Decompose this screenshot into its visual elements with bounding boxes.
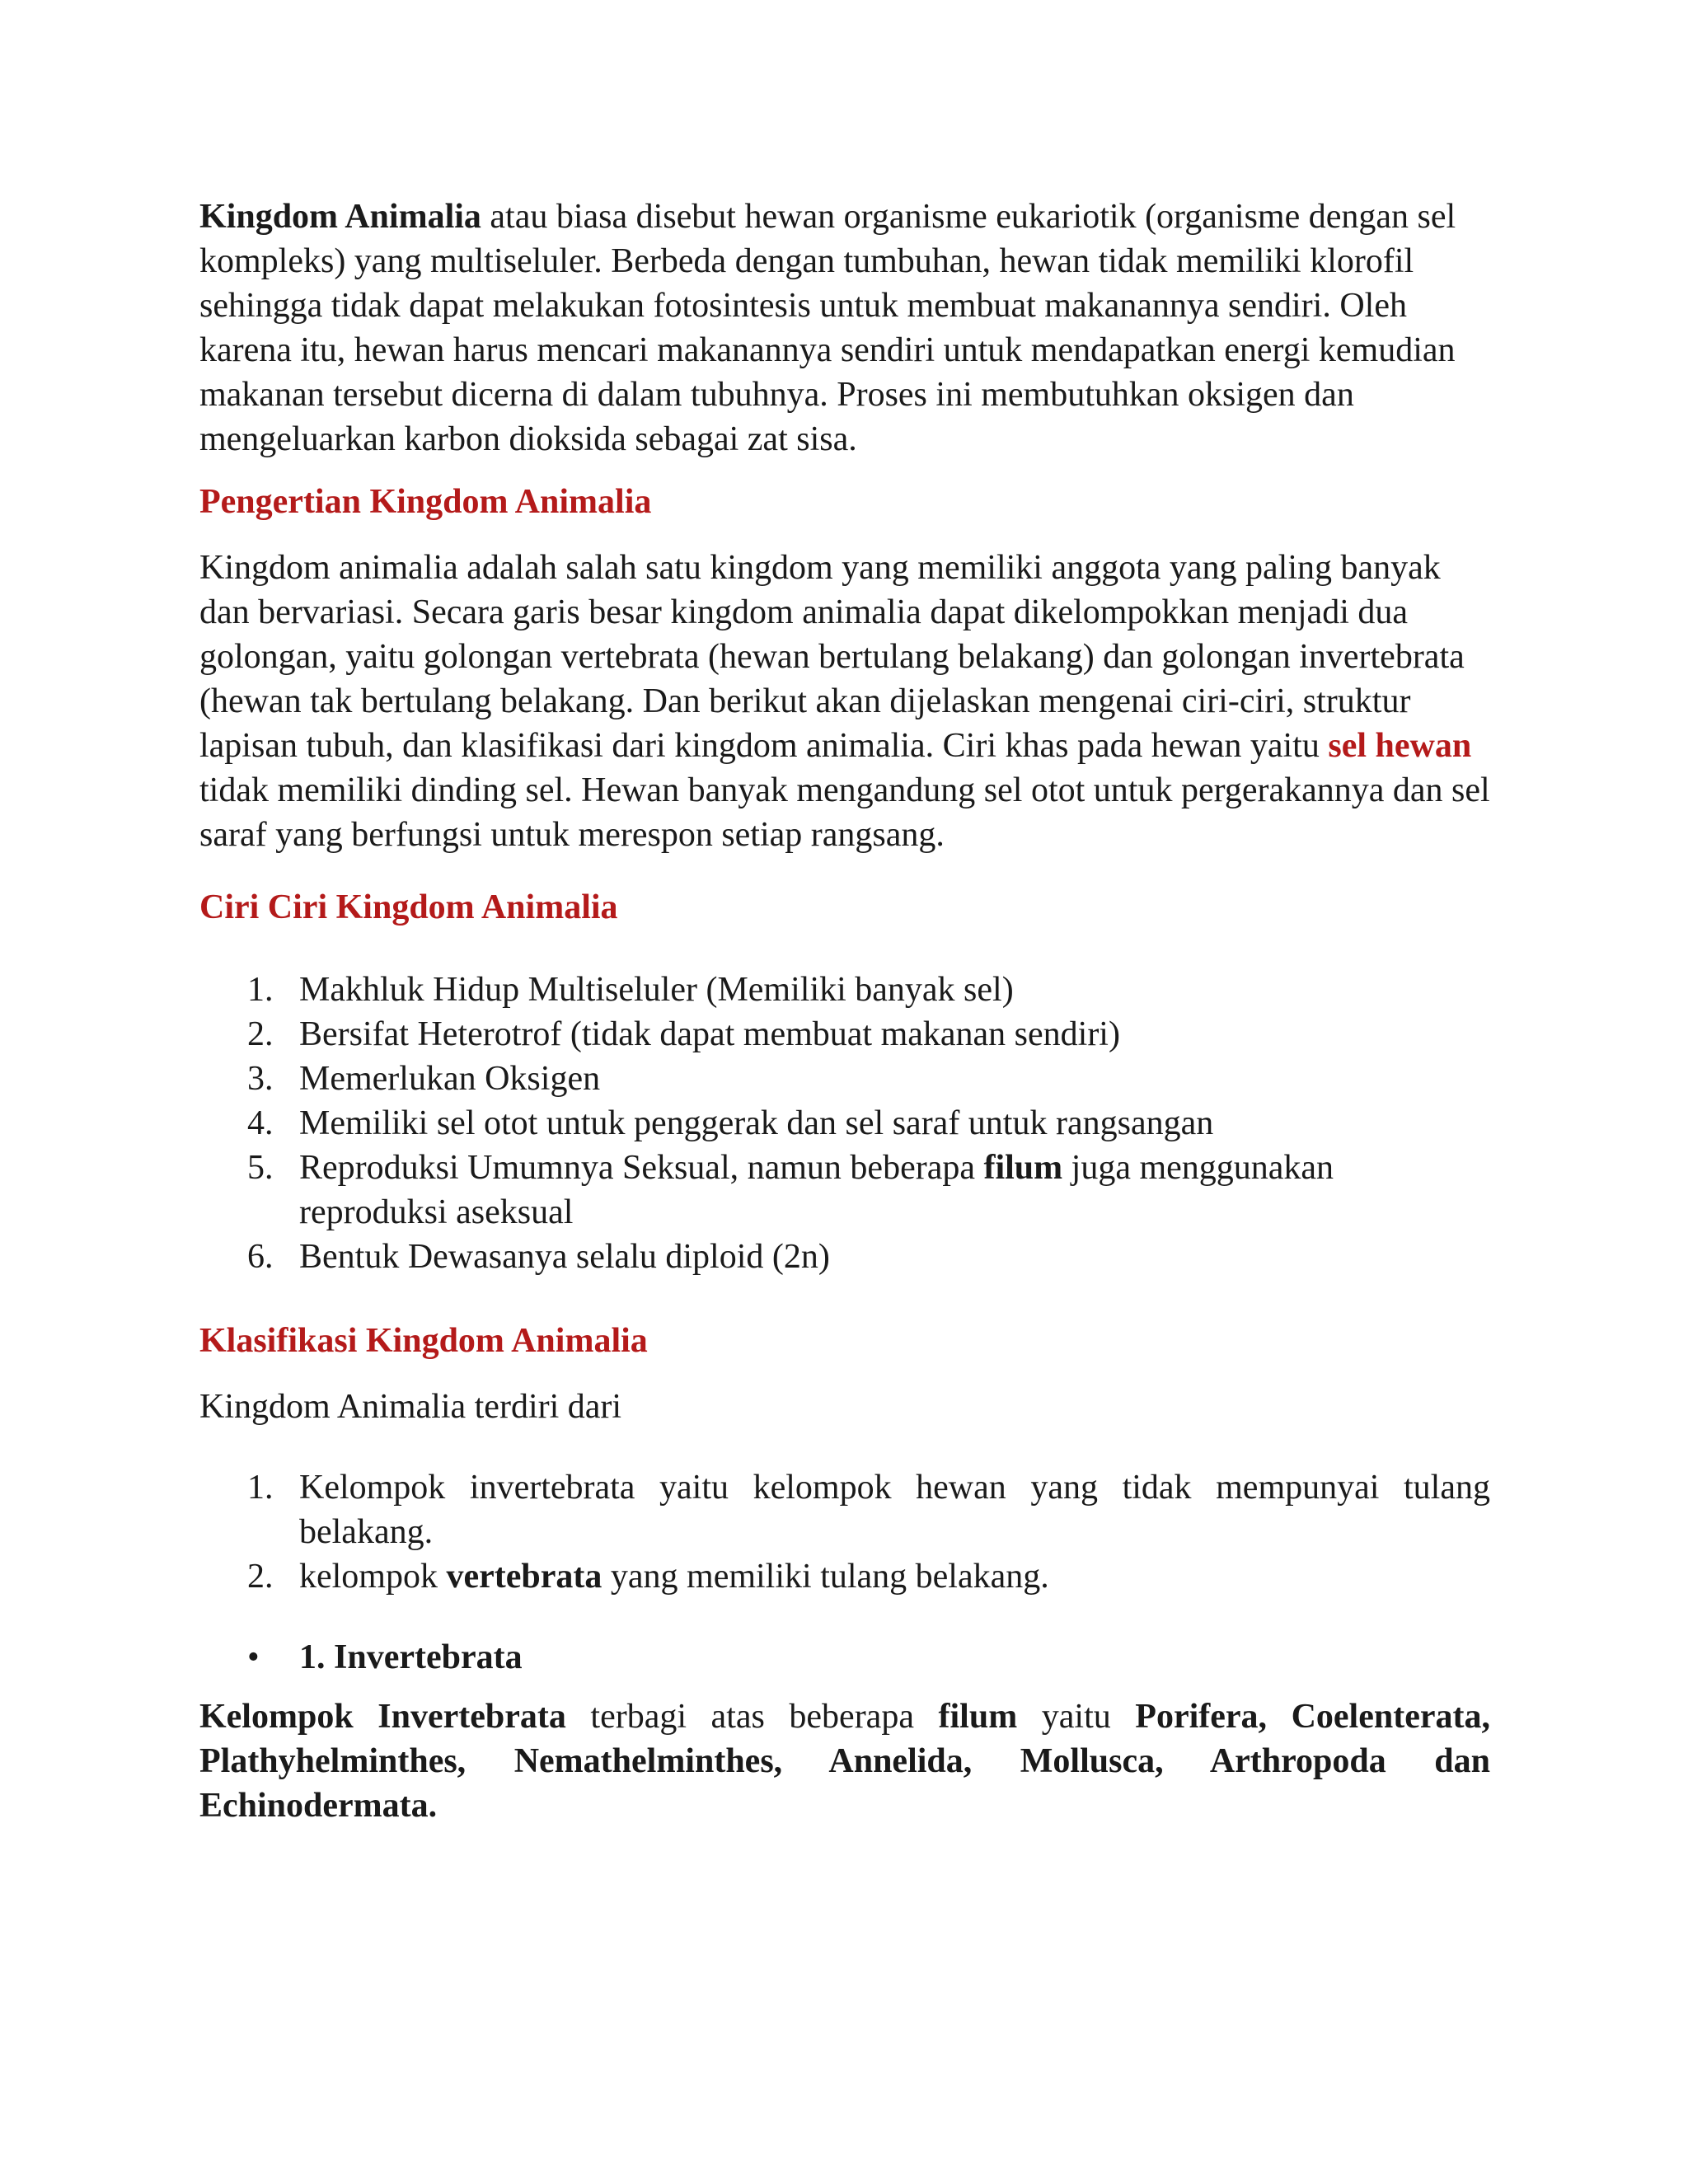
list-item-text: juga menggunakan reproduksi aseksual — [299, 1149, 1334, 1231]
intro-paragraph — [199, 194, 1490, 462]
sel-hewan-link[interactable]: sel hewan — [1328, 727, 1472, 765]
list-number: 1. — [247, 971, 274, 1009]
list-item-text: Reproduksi Umumnya Seksual, namun beberapa — [299, 1149, 984, 1187]
ciri-heading: Ciri Ciri Kingdom Animalia — [199, 888, 618, 926]
list-item — [199, 1012, 1490, 1057]
list-item — [199, 1465, 1490, 1554]
pengertian-text-before: Kingdom animalia adalah salah satu kingdom yang memiliki anggota yang paling banyak dan bervariasi. Secara garis besar kingdom animalia dapat dikelompokkan menjadi dua golongan, yaitu golongan vertebrata (hewan bertulang belakang) dan golongan invertebrata (hewan tak bertulang belakang. Dan berikut akan dijelaskan mengenai ciri-ciri, struktur lapisan tubuh, dan klasifikasi dari kingdom animalia. Ciri khas pada hewan yaitu — [199, 549, 1465, 765]
list-number: 1. — [247, 1469, 274, 1507]
list-item-text: Memerlukan Oksigen — [299, 1060, 601, 1098]
vertebrata-term: vertebrata — [446, 1558, 603, 1596]
filum-term: filum — [983, 1149, 1063, 1187]
invertebrata-paragraph — [199, 1694, 1490, 1828]
intro-term: Kingdom Animalia — [199, 198, 481, 236]
invertebrata-term: Kelompok Invertebrata — [199, 1698, 566, 1736]
bullet-item — [199, 1635, 1490, 1680]
filum-list: Porifera, Coelenterata, Plathyhelminthes, Nemathelminthes, Annelida, Mollusca, Arthropoda dan Echinodermata. — [199, 1698, 1490, 1825]
list-item-text: Bersifat Heterotrof (tidak dapat membuat makanan sendiri) — [299, 1015, 1120, 1053]
list-item — [199, 1235, 1490, 1279]
invertebrata-text: yaitu — [1017, 1698, 1136, 1736]
invertebrata-text: terbagi atas beberapa — [565, 1698, 939, 1736]
invertebrata-bullet-list — [199, 1635, 1490, 1680]
list-number: 3. — [247, 1060, 274, 1098]
intro-text: atau biasa disebut hewan organisme eukariotik (organisme dengan sel kompleks) yang multiseluler. Berbeda dengan tumbuhan, hewan tidak memiliki klorofil sehingga tidak dapat melakukan fotosintesis untuk membuat makanannya sendiri. Oleh karena itu, hewan harus mencari makanannya sendiri untuk mendapatkan energi kemudian makanan tersebut dicerna di dalam tubuhnya. Proses ini membutuhkan oksigen dan mengeluarkan karbon dioksida sebagai zat sisa. — [199, 198, 1456, 458]
list-number: 2. — [247, 1558, 274, 1596]
list-number: 2. — [247, 1015, 274, 1053]
list-number: 4. — [247, 1104, 274, 1142]
list-item-text: yang memiliki tulang belakang. — [602, 1558, 1049, 1596]
list-number: 5. — [247, 1149, 274, 1187]
filum-term: filum — [938, 1698, 1018, 1736]
list-number: 6. — [247, 1238, 274, 1276]
klasifikasi-list — [199, 1465, 1490, 1599]
pengertian-text-after: tidak memiliki dinding sel. Hewan banyak mengandung sel otot untuk pergerakannya dan sel saraf yang berfungsi untuk merespon setiap rangsang. — [199, 771, 1490, 854]
ciri-list — [199, 968, 1490, 1279]
pengertian-paragraph — [199, 546, 1490, 857]
klasifikasi-lead: Kingdom Animalia terdiri dari — [199, 1388, 622, 1426]
document-page — [199, 194, 1490, 1828]
pengertian-heading: Pengertian Kingdom Animalia — [199, 483, 652, 521]
list-item — [199, 1554, 1490, 1599]
list-item-text: kelompok — [299, 1558, 447, 1596]
list-item-text: Kelompok invertebrata yaitu kelompok hewan yang tidak mempunyai tulang belakang. — [299, 1469, 1490, 1551]
list-item-text: Bentuk Dewasanya selalu diploid (2n) — [299, 1238, 830, 1276]
list-item — [199, 1057, 1490, 1101]
invertebrata-heading: 1. Invertebrata — [299, 1638, 523, 1676]
list-item-text: Memiliki sel otot untuk penggerak dan sel saraf untuk rangsangan — [299, 1104, 1214, 1142]
list-item — [199, 1146, 1490, 1235]
klasifikasi-heading: Klasifikasi Kingdom Animalia — [199, 1322, 648, 1360]
list-item — [199, 1101, 1490, 1146]
list-item-text: Makhluk Hidup Multiseluler (Memiliki banyak sel) — [299, 971, 1014, 1009]
bullet-icon: • — [247, 1638, 260, 1676]
list-item — [199, 968, 1490, 1012]
